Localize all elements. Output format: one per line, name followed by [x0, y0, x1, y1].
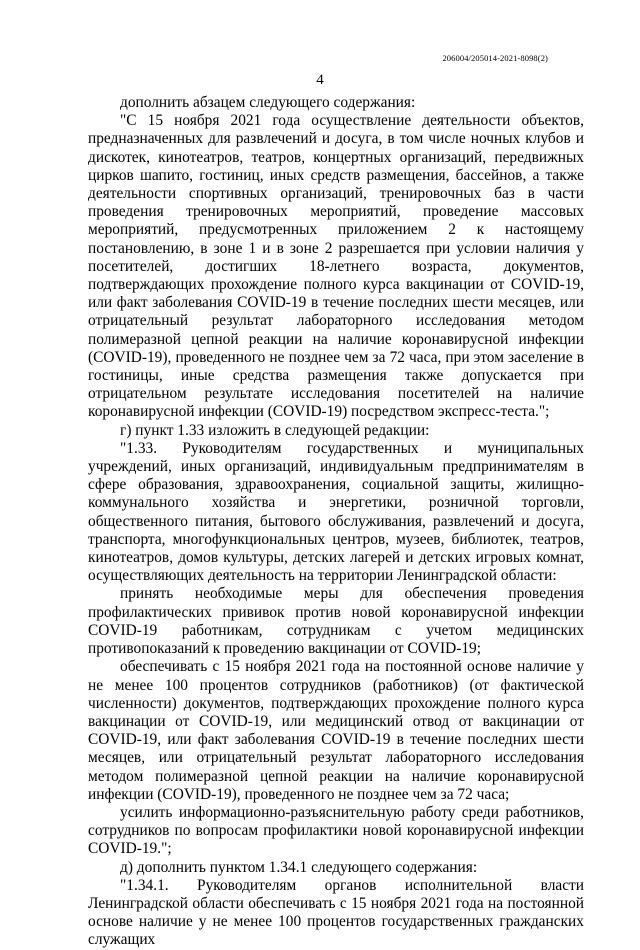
- paragraph: обеспечивать с 15 ноября 2021 года на постоянной основе наличие у не менее 100 процентов сотрудников (работников) (от фактической численности) документов, подтверждающих прохождение полного курса вакцинации от COVID-19, или медицинский отвод от вакцинации от COVID-19, или факт заболевания COVID-19 в течение последних шести месяцев, или отрицательный результат лабораторного исследования методом полимеразной цепной реакции на наличие коронавирусной инфекции (COVID-19), проведенного не позднее чем за 72 часа;: [88, 658, 584, 803]
- paragraph: усилить информационно-разъяснительную работу среди работников, сотрудников по вопросам профилактики новой коронавирусной инфекции COVID-19.";: [88, 803, 584, 858]
- paragraph: "1.33. Руководителям государственных и муниципальных учреждений, иных организаций, индивидуальным предпринимателям в сфере образования, здравоохранения, социальной защиты, жилищно-коммунального хозяйства и энергетики, розничной торговли, общественного питания, бытового обслуживания, развлечений и досуга, транспорта, многофункциональных центров, музеев, библиотек, театров, кинотеатров, домов культуры, детских лагерей и детских игровых комнат, осуществляющих деятельность на территории Ленинградской области:: [88, 439, 584, 585]
- paragraph: дополнить абзацем следующего содержания:: [120, 94, 416, 111]
- page-number: 4: [316, 72, 324, 88]
- document-body: [88, 94, 584, 950]
- paragraph: "С 15 ноября 2021 года осуществление деятельности объектов, предназначенных для развлечений и досуга, в том числе ночных клубов и дискотек, кинотеатров, театров, концертных организаций, передвижных цирков шапито, гостиниц, иных средств размещения, бассейнов, а также деятельности спортивных организаций, тренировочных баз в части проведения тренировочных мероприятий, проведение массовых мероприятий, предусмотренных приложением 2 к настоящему постановлению, в зоне 1 и в зоне 2 разрешается при условии наличия у посетителей, достигших 18-летнего возраста, документов, подтверждающих прохождение полного курса вакцинации от COVID-19, или факт заболевания COVID-19 в течение последних шести месяцев, или отрицательный результат лабораторного исследования методом полимеразной цепной реакции на наличие коронавирусной инфекции (COVID-19), проведенного не позднее чем за 72 часа, при этом заселение в гостиницы, иные средства размещения также допускается при отрицательном результате исследования посетителей на наличие коронавирусной инфекции (COVID-19) посредством экспресс-теста.";: [88, 112, 584, 421]
- document-id: 206004/205014-2021-8098(2): [442, 53, 548, 63]
- paragraph: г) пункт 1.33 изложить в следующей редакции:: [120, 421, 430, 439]
- paragraph: д) дополнить пунктом 1.34.1 следующего содержания:: [120, 858, 478, 876]
- paragraph: принять необходимые меры для обеспечения проведения профилактических прививок против новой коронавирусной инфекции COVID-19 работникам, сотрудникам с учетом медицинских противопоказаний к проведению вакцинации от COVID-19;: [88, 585, 584, 658]
- paragraph: "1.34.1. Руководителям органов исполнительной власти Ленинградской области обеспечивать с 15 ноября 2021 года на постоянной основе наличие у не менее 100 процентов государственных гражданских служащих: [88, 876, 584, 949]
